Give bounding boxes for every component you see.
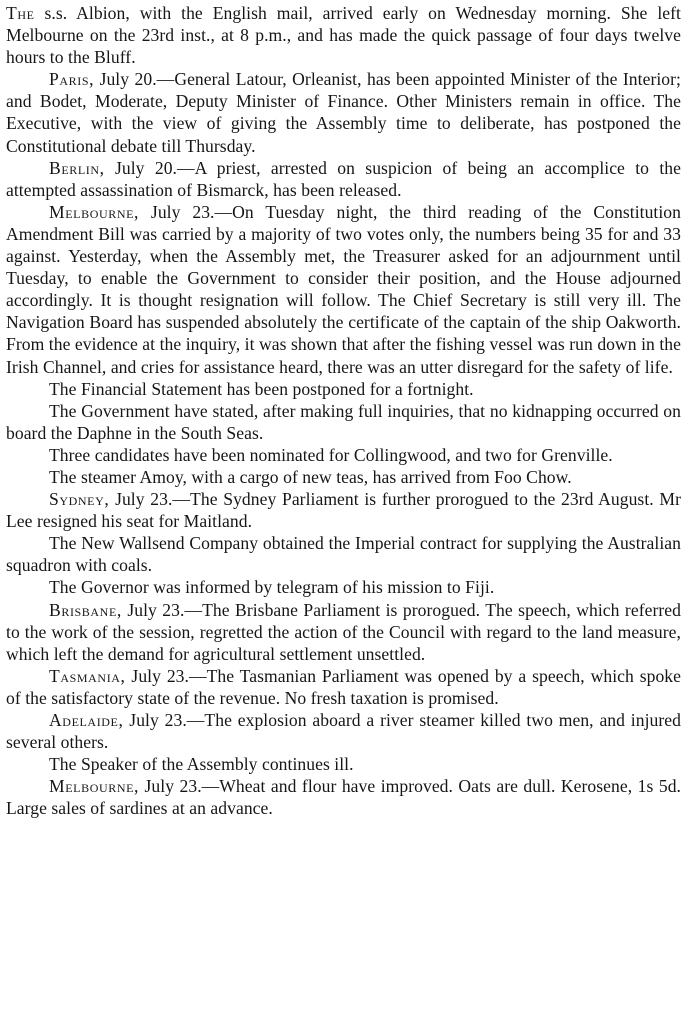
paragraph-albion-mail xyxy=(6,2,681,68)
paragraph-steamer-amoy xyxy=(6,466,681,488)
dateline: Berlin, xyxy=(49,157,105,178)
dateline: Melbourne, xyxy=(49,201,140,222)
paragraph-melbourne-markets xyxy=(6,775,681,819)
paragraph-speaker-ill xyxy=(6,753,681,775)
dateline: Sydney, xyxy=(49,489,110,510)
paragraph-text: The New Wallsend Company obtained the Imperial contract for supplying the Australian squadron with coals. xyxy=(6,533,681,576)
paragraph-berlin xyxy=(6,157,681,201)
paragraph-tasmania xyxy=(6,665,681,709)
paragraph-text: The Financial Statement has been postponed for a fortnight. xyxy=(49,378,474,399)
paragraph-text: Three candidates have been nominated for Collingwood, and two for Grenville. xyxy=(49,444,613,465)
paragraph-text: July 23.—The explosion aboard a river steamer killed two men, and injured several others. xyxy=(6,710,681,753)
paragraph-text: July 23.—On Tuesday night, the third reading of the Constitution Amendment Bill was carried by a majority of two votes only, the numbers being 35 for and 33 against. Yesterday, when the Assembly met, the Treasurer asked for an adjournment until Tuesday, to enable the Government to consider their position, and the House adjourned accordingly. It is thought resignation will follow. The Chief Secretary is still very ill. The Navigation Board has suspended absolutely the certificate of the captain of the ship Oakworth. From the evidence at the inquiry, it was shown that after the fishing vessel was run down in the Irish Channel, and cries for assistance heard, there was an utter disregard for the safety of life. xyxy=(6,201,681,377)
dateline: Adelaide, xyxy=(49,710,124,730)
paragraph-brisbane xyxy=(6,599,681,665)
paragraph-financial-statement xyxy=(6,378,681,400)
paragraph-wallsend xyxy=(6,532,681,576)
paragraph-kidnapping xyxy=(6,400,681,444)
paragraph-text: July 20.—General Latour, Orleanist, has been appointed Minister of the Interior; and Bodet, Moderate, Deputy Minister of Finance. Other Ministers remain in office. The Executive, with the view of giving the Assembly time to deliberate, has postponed the Constitutional debate till Thursday. xyxy=(6,69,681,156)
dateline: Brisbane, xyxy=(49,599,122,620)
dateline: The xyxy=(6,3,35,23)
paragraph-text: s.s. Albion, with the English mail, arrived early on Wednesday morning. She left Melbourne on the 23rd inst., at 8 p.m., and has made the quick passage of four days twelve hours to the Bluff. xyxy=(6,3,681,68)
paragraph-candidates xyxy=(6,444,681,466)
paragraph-text: The Governor was informed by telegram of his mission to Fiji. xyxy=(49,577,495,598)
paragraph-text: July 23.—Wheat and flour have improved. Oats are dull. Kerosene, 1s 5d. Large sales of sardines at an advance. xyxy=(6,776,681,819)
paragraph-text: The Government have stated, after making full inquiries, that no kidnapping occurred on board the Daphne in the South Seas. xyxy=(6,400,681,443)
dateline: Tasmania, xyxy=(49,665,126,686)
paragraph-governor-fiji xyxy=(6,576,681,598)
paragraph-adelaide xyxy=(6,709,681,753)
paragraph-text: The steamer Amoy, with a cargo of new teas, has arrived from Foo Chow. xyxy=(49,466,572,487)
paragraph-sydney xyxy=(6,488,681,532)
paragraph-text: July 23.—The Tasmanian Parliament was opened by a speech, which spoke of the satisfactory state of the revenue. No fresh taxation is promised. xyxy=(6,665,681,708)
dateline: Paris, xyxy=(49,69,95,90)
paragraph-text: July 23.—The Sydney Parliament is further prorogued to the 23rd August. Mr Lee resigned his seat for Maitland. xyxy=(6,489,681,532)
paragraph-text: July 20.—A priest, arrested on suspicion of being an accomplice to the attempted assassination of Bismarck, has been released. xyxy=(6,157,681,200)
paragraph-melbourne-parliament xyxy=(6,201,681,378)
paragraph-paris xyxy=(6,68,681,156)
paragraph-text: The Speaker of the Assembly continues ill. xyxy=(49,754,354,775)
paragraph-text: July 23.—The Brisbane Parliament is prorogued. The speech, which referred to the work of the session, regretted the action of the Council with regard to the land measure, which left the demand for agricultural settlement unsettled. xyxy=(6,599,681,664)
dateline: Melbourne, xyxy=(49,776,140,797)
